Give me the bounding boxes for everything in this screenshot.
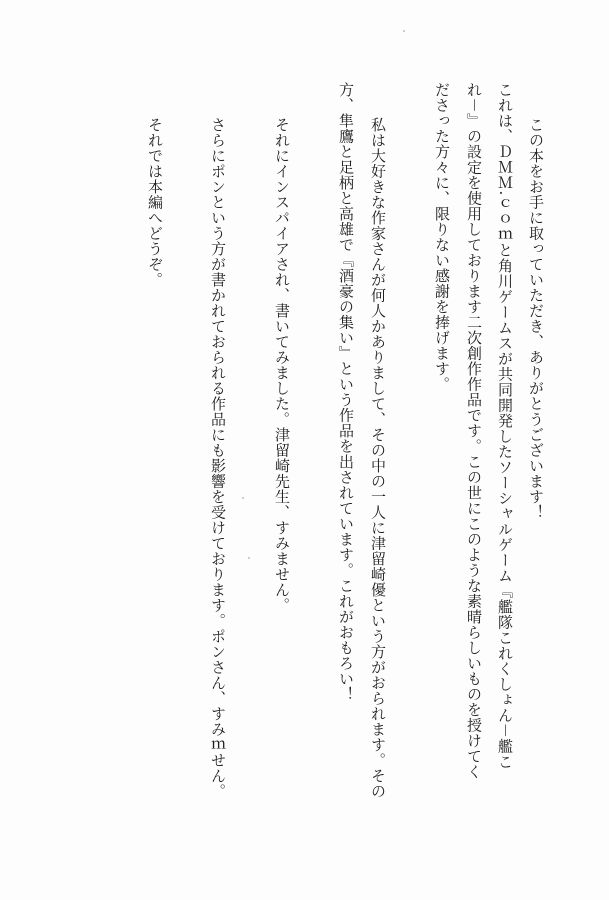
intro-line-3: ださった方々に、限りない感謝を捧げます。 bbox=[433, 82, 451, 392]
authors-line-2: 方、隼鷹と足柄と高雄で『酒豪の集い』という作品を出されています。これがおもろい！ bbox=[337, 82, 355, 702]
closing-line: それでは本編へどうぞ。 bbox=[146, 117, 164, 288]
pon-line: さらにポンという方が書かれておられる作品にも影響を受けております。ポンさん、すみｍせん。 bbox=[209, 117, 227, 799]
paper-speck bbox=[403, 30, 405, 32]
paper-speck bbox=[242, 497, 244, 499]
authors-line-1: 私は大好きな作家さんが何人かありまして、その中の一人に津留崎優という方がおられます。その bbox=[369, 117, 387, 799]
paper-speck bbox=[248, 557, 250, 559]
greeting-line: この本をお手に取っていただき、ありがとうございます！ bbox=[527, 117, 545, 520]
intro-line-1: これは、ＤＭＭ.ｃｏｍと角川ゲームスが共同開発したソーシャルゲーム『艦隊これくしょん－艦こ bbox=[496, 82, 514, 770]
inspired-line: それにインスパイアされ、書いてみました。津留崎先生、すみません。 bbox=[273, 117, 291, 613]
intro-line-2: れ－』の設定を使用しております二次創作作品です。この世にこのような素晴らしいものを授けてく bbox=[465, 82, 483, 780]
